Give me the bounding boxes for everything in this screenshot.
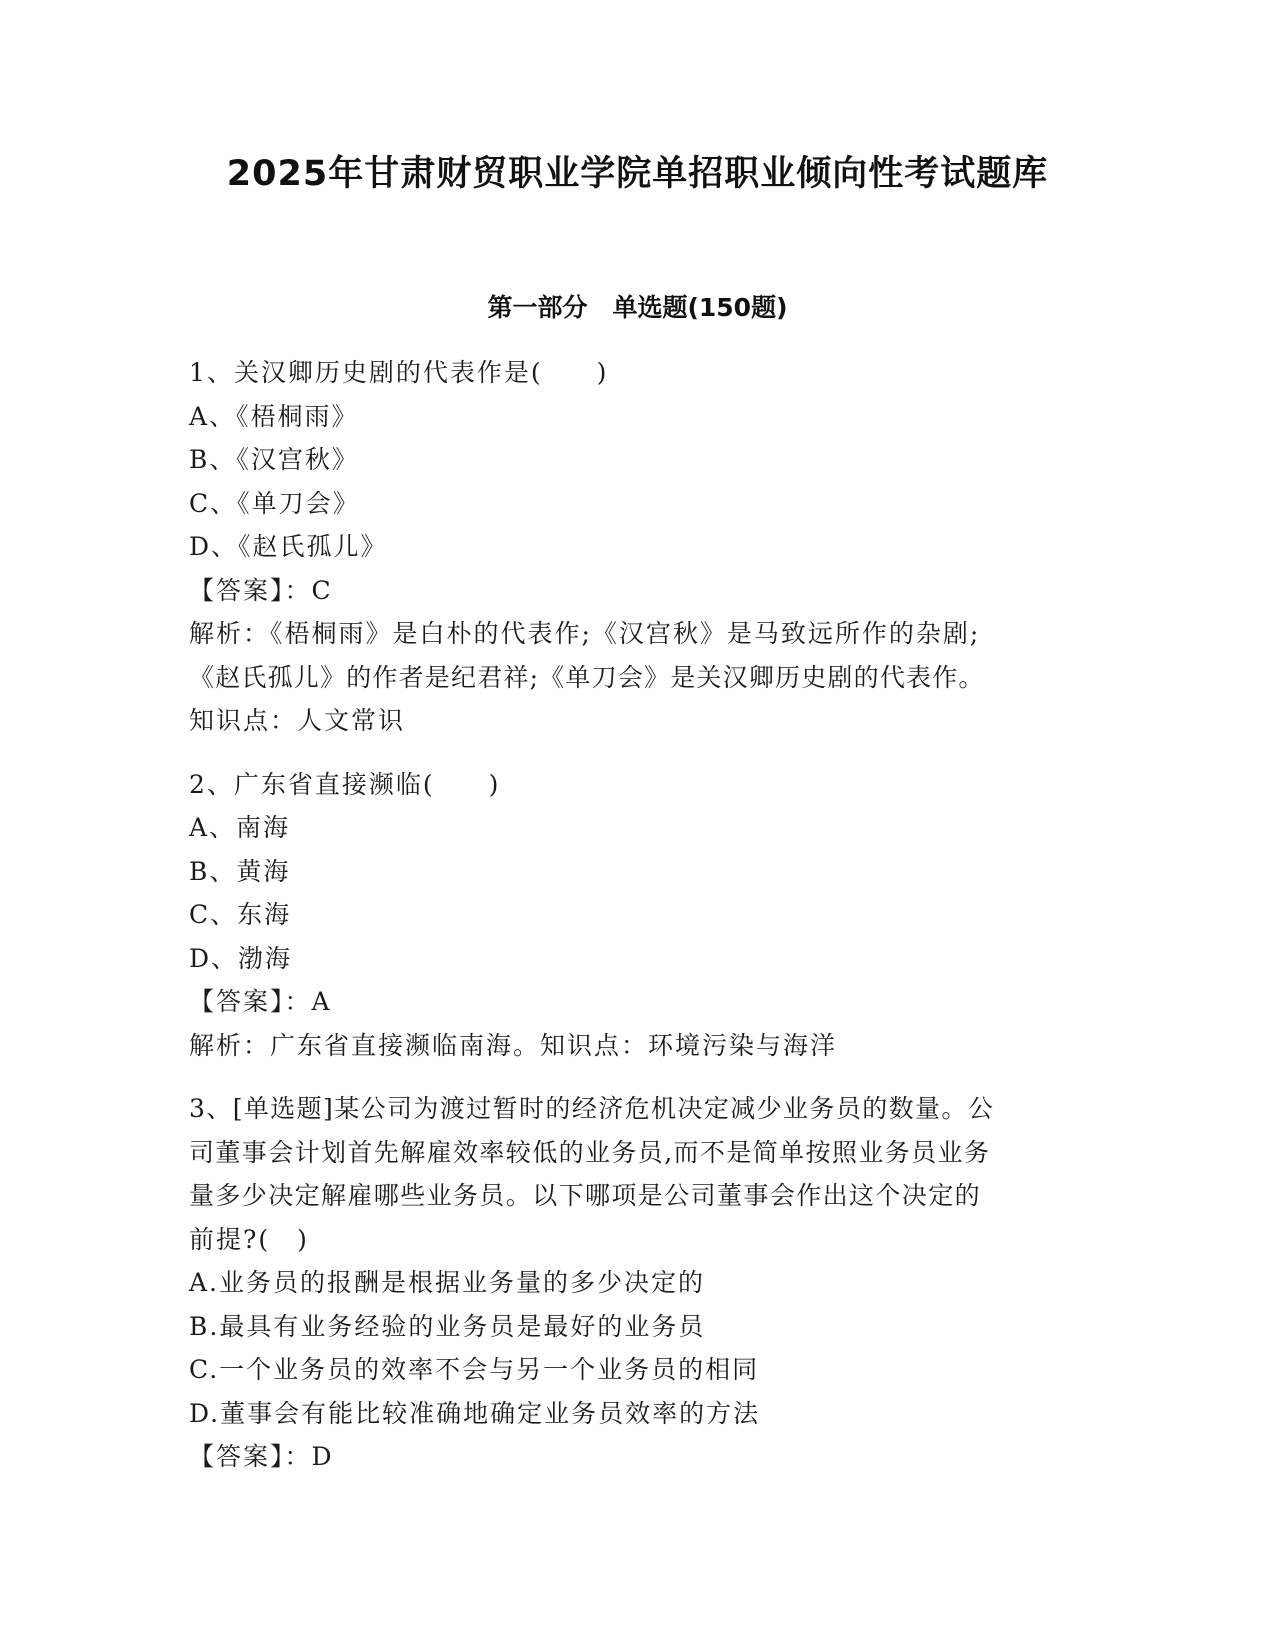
answer-line [189, 1435, 1089, 1479]
question-stem: 2、广东省直接濒临( ) [189, 769, 501, 799]
answer-line [189, 569, 1089, 613]
option-c: C、东海 [189, 900, 292, 929]
option-a: A、《梧桐雨》 [189, 401, 359, 431]
answer-label: 【答案】 [189, 1442, 285, 1471]
option-b: B、《汉宫秋》 [189, 445, 359, 474]
answer-value: ：D [284, 1442, 334, 1471]
knowledge-point: 知识点：人文常识 [189, 706, 406, 735]
option-d: D、《赵氏孤儿》 [189, 532, 388, 561]
answer-label: 【答案】 [189, 987, 285, 1016]
option-d: D.董事会有能比较准确地确定业务员效率的方法 [189, 1398, 761, 1428]
answer-label: 【答案】 [189, 575, 285, 605]
option-d: D、渤海 [189, 943, 293, 973]
option-a: A、南海 [189, 813, 291, 842]
question-stem-line: 司董事会计划首先解雇效率较低的业务员,而不是简单按照业务员业务 [189, 1137, 991, 1167]
option-c: C、《单刀会》 [189, 488, 360, 518]
option-c: C.一个业务员的效率不会与另一个业务员的相同 [189, 1355, 760, 1384]
answer-value: ：A [284, 987, 332, 1016]
option-b: B、黄海 [189, 856, 291, 886]
question-stem-line: 前提?( ) [189, 1224, 309, 1254]
question-list [189, 351, 1089, 1479]
explanation-line: 《赵氏孤儿》的作者是纪君祥;《单刀会》是关汉卿历史剧的代表作。 [189, 662, 985, 692]
question-stem-line: 量多少决定解雇哪些业务员。以下哪项是公司董事会作出这个决定的 [189, 1181, 982, 1210]
question-stem-line: 3、[单选题]某公司为渡过暂时的经济危机决定减少业务员的数量。公 [189, 1094, 995, 1123]
question-stem: 1、关汉卿历史剧的代表作是( ) [189, 358, 609, 387]
explanation-line: 解析：《梧桐雨》是白朴的代表作;《汉宫秋》是马致远所作的杂剧; [189, 619, 981, 648]
option-a: A.业务员的报酬是根据业务量的多少决定的 [189, 1268, 706, 1297]
question-1 [189, 351, 1089, 743]
explanation-line: 解析：广东省直接濒临南海。知识点：环境污染与海洋 [189, 1030, 838, 1060]
option-b: B.最具有业务经验的业务员是最好的业务员 [189, 1311, 706, 1341]
answer-value: ：C [284, 575, 333, 605]
section-title: 第一部分 单选题(150题) [487, 293, 788, 322]
question-2 [189, 763, 1089, 1068]
document-title: 2025年甘肃财贸职业学院单招职业倾向性考试题库 [226, 154, 1049, 194]
answer-line [189, 980, 1089, 1024]
question-3 [189, 1087, 1089, 1479]
